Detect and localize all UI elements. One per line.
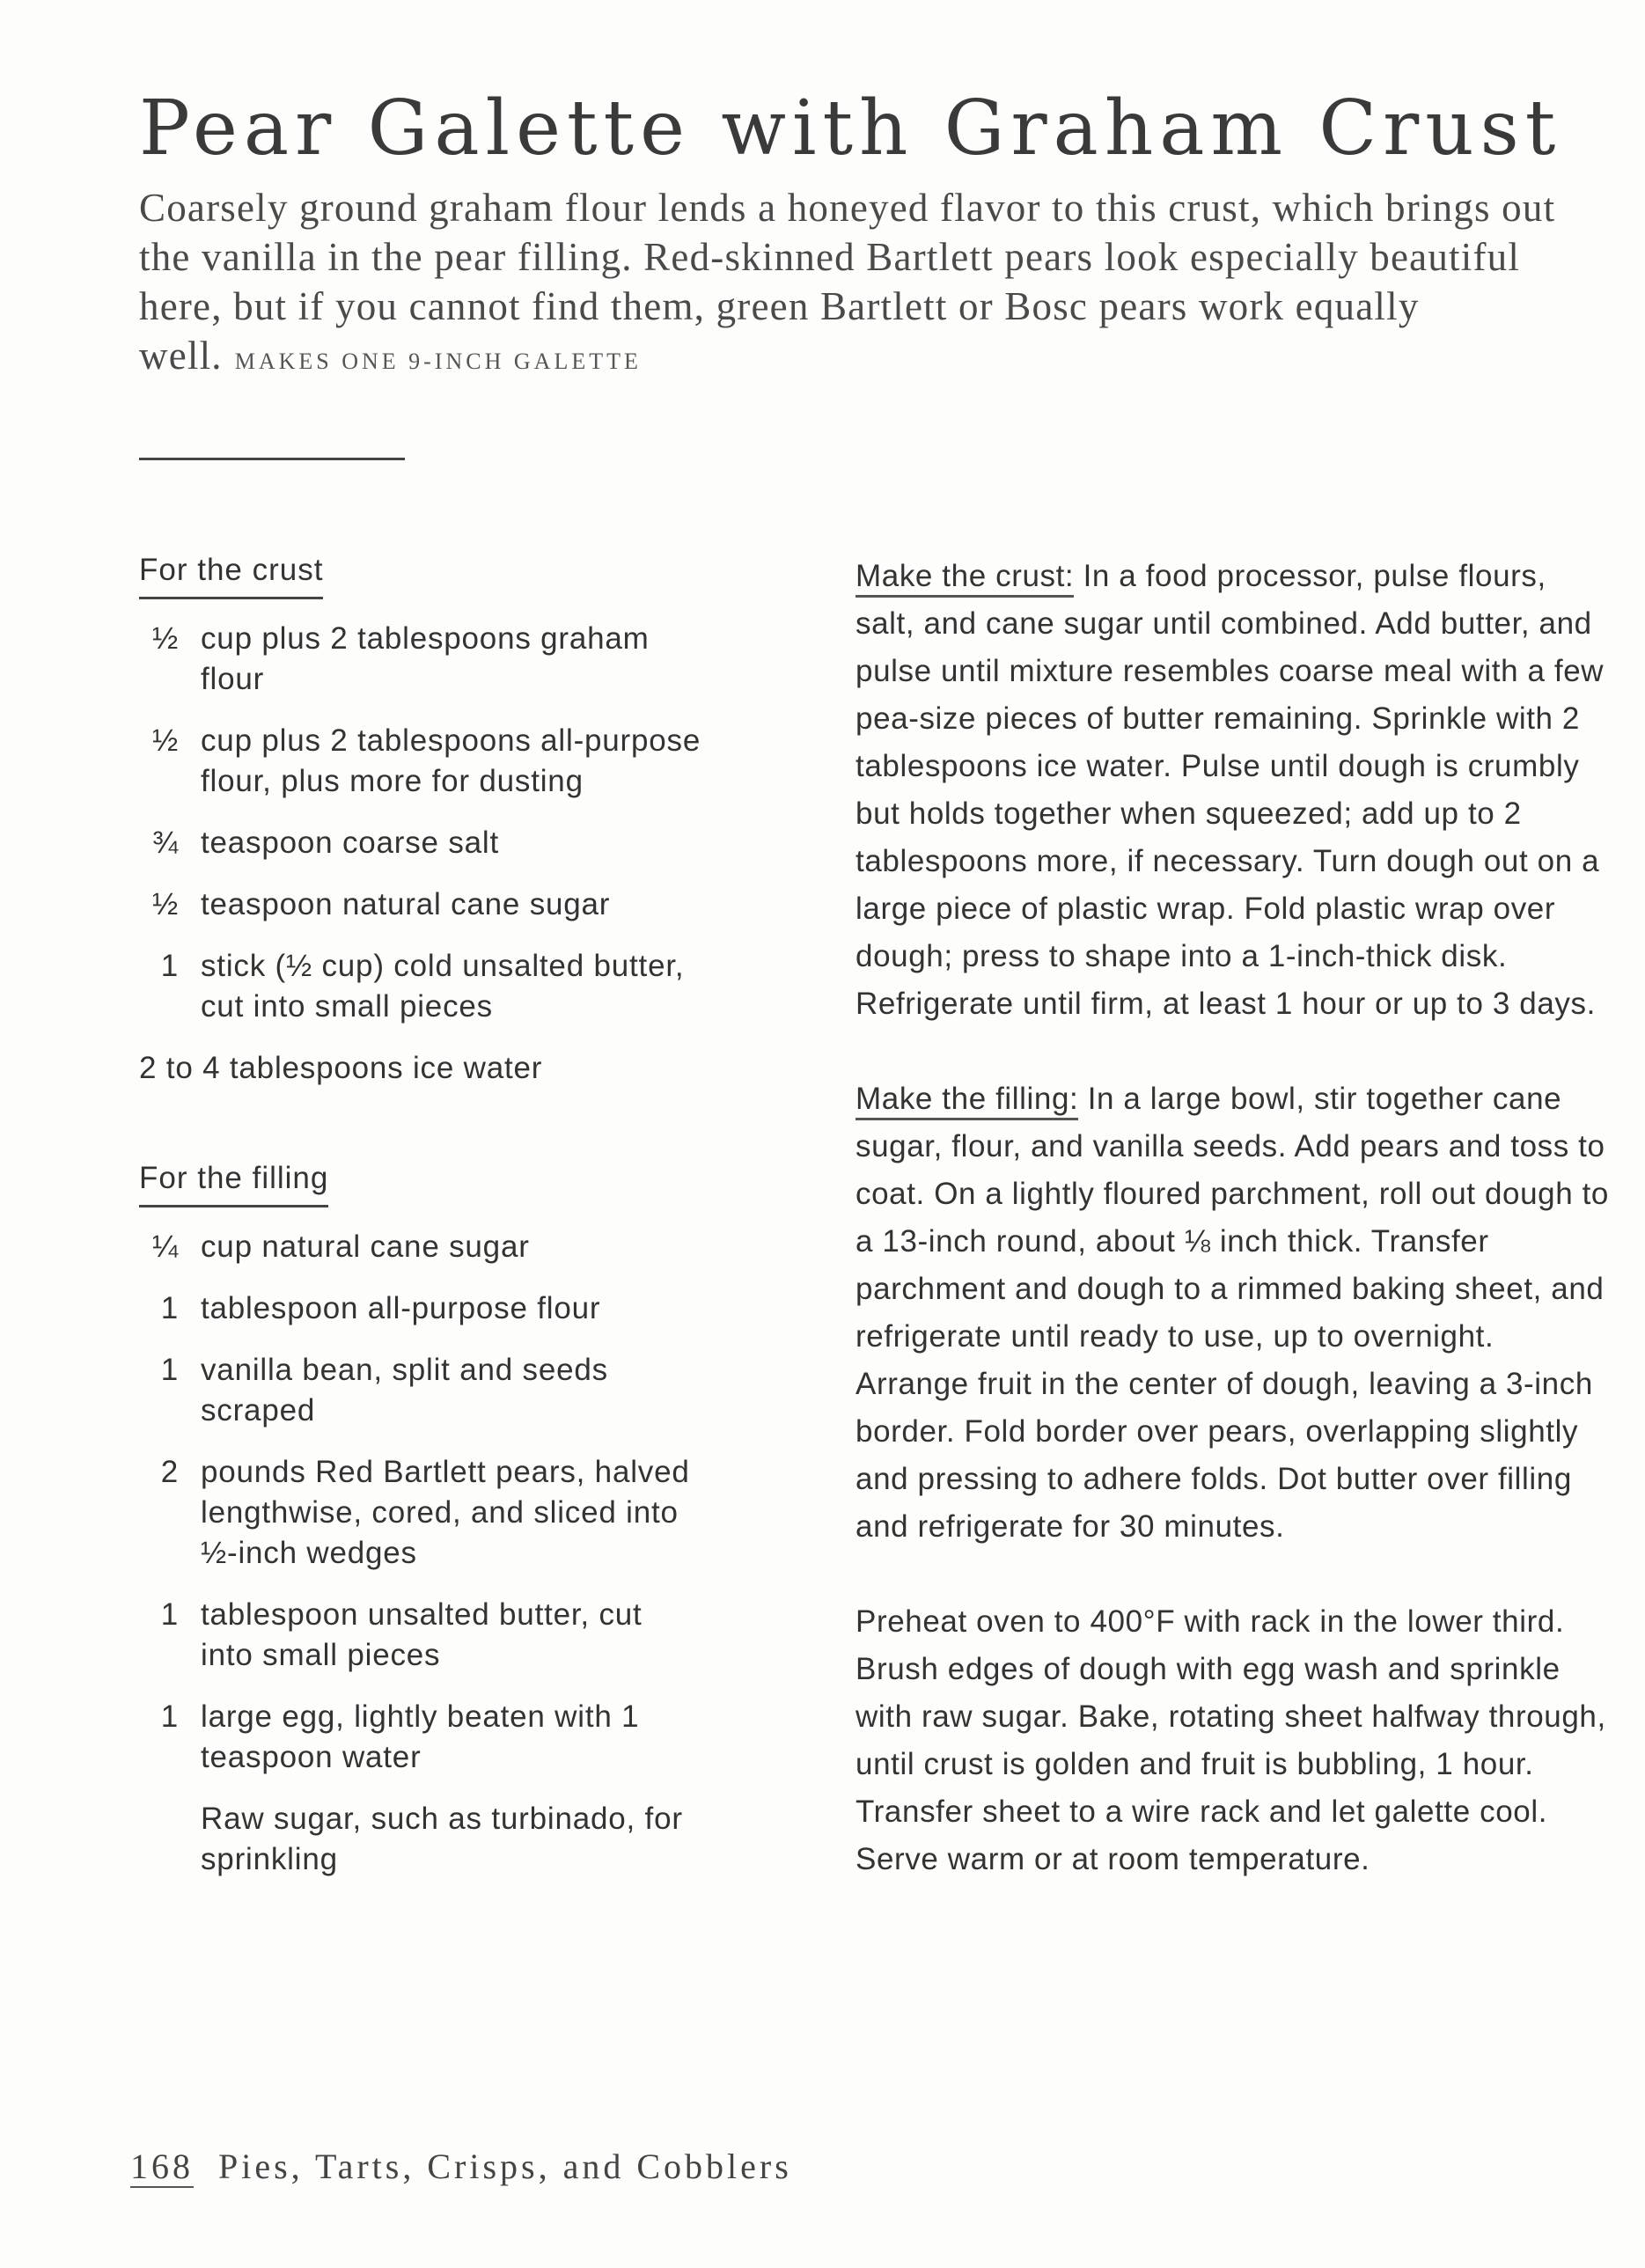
ingredient-item <box>139 1595 702 1676</box>
method-column <box>856 553 1612 1931</box>
ingredients-column <box>139 553 702 1901</box>
ingredient-text: cup natural cane sugar <box>201 1229 530 1264</box>
ingredient-qty: ½ <box>152 887 179 921</box>
method-step <box>856 553 1612 1028</box>
intro-text: Coarsely ground graham flour lends a honeyed flavor to this crust, which brings out the vanilla in the pear filling. Red-skinned Bartlett pears look especially beautiful here, but if you cannot find them, green Bartlett or Bosc pears work equally well. <box>139 186 1556 378</box>
ingredient-item <box>139 721 702 802</box>
ingredient-text: 2 to 4 tablespoons ice water <box>139 1051 543 1085</box>
ingredient-item <box>139 619 702 700</box>
ingredient-qty: 1 <box>160 1699 179 1734</box>
ingredient-item <box>139 1048 702 1089</box>
page-number: 168 <box>130 2147 194 2186</box>
ingredient-item <box>139 1227 702 1267</box>
step-text: In a food processor, pulse flours, salt, and cane sugar until combined. Add butter, and pulse until mixture resembles coarse meal with a few pea-size pieces of butter remaining. Sprinkle with 2 tablespoons ice water. Pulse until dough is crumbly but holds together when squeezed; add up to 2 tablespoons more, if necessary. Turn dough out on a large piece of plastic wrap. Fold plastic wrap over dough; press to shape into a 1-inch-thick disk. Refrigerate until firm, at least 1 hour or up to 3 days. <box>856 559 1605 1021</box>
ingredient-qty: 1 <box>160 949 179 983</box>
ingredient-item <box>139 884 702 925</box>
ingredient-qty: ½ <box>152 621 179 656</box>
ingredient-item <box>139 1799 702 1880</box>
recipe-yield: MAKES ONE 9-INCH GALETTE <box>234 349 642 374</box>
ingredient-text: teaspoon coarse salt <box>201 826 499 860</box>
ingredient-qty: 1 <box>160 1291 179 1325</box>
ingredient-text: tablespoon all-purpose flour <box>201 1291 601 1325</box>
ingredient-item <box>139 946 702 1027</box>
step-label: Make the filling: <box>856 1082 1078 1120</box>
ingredient-item <box>139 1288 702 1329</box>
filling-heading: For the filling <box>139 1161 328 1207</box>
step-label: Make the crust: <box>856 559 1074 598</box>
ingredient-text: cup plus 2 tablespoons all-purpose flour, plus more for dusting <box>201 723 701 798</box>
page-footer <box>130 2146 792 2187</box>
ingredient-item <box>139 1697 702 1778</box>
ingredient-text: stick (½ cup) cold unsalted butter, cut into small pieces <box>201 949 685 1024</box>
step-text: In a large bowl, stir together cane sugar, flour, and vanilla seeds. Add pears and toss to coat. On a lightly floured parchment, roll out dough to a 13-inch round, about ⅛ inch thick. Transfer parchment and dough to a rimmed baking sheet, and refrigerate until ready to use, up to overnight. Arrange fruit in the center of dough, leaving a 3-inch border. Fold border over pears, overlapping slightly and pressing to adhere folds. Dot butter over filling and refrigerate for 30 minutes. <box>856 1082 1609 1544</box>
ingredient-qty: 2 <box>160 1455 179 1489</box>
ingredient-text: Raw sugar, such as turbinado, for sprinkling <box>201 1802 683 1876</box>
step-text: Preheat oven to 400°F with rack in the lower third. Brush edges of dough with egg wash and sprinkle with raw sugar. Bake, rotating sheet halfway through, until crust is golden and fruit is bubbling, 1 hour. Transfer sheet to a wire rack and let galette cool. Serve warm or at room temperature. <box>856 1604 1606 1876</box>
ingredient-item <box>139 823 702 863</box>
ingredient-item <box>139 1452 702 1574</box>
ingredient-item <box>139 1350 702 1431</box>
recipe-intro <box>139 183 1583 386</box>
ingredient-text: cup plus 2 tablespoons graham flour <box>201 621 650 696</box>
method-step <box>856 1598 1612 1883</box>
ingredient-qty: ¾ <box>152 826 179 860</box>
ingredient-text: tablespoon unsalted butter, cut into small pieces <box>201 1597 643 1672</box>
method-step <box>856 1075 1612 1551</box>
crust-heading: For the crust <box>139 553 323 599</box>
ingredient-qty: 1 <box>160 1597 179 1632</box>
ingredient-text: large egg, lightly beaten with 1 teaspoon water <box>201 1699 640 1774</box>
ingredient-qty: ¼ <box>152 1229 179 1264</box>
ingredient-text: pounds Red Bartlett pears, halved lengthwise, cored, and sliced into ½-inch wedges <box>201 1455 690 1570</box>
ingredient-qty: ½ <box>152 723 179 758</box>
ingredient-text: teaspoon natural cane sugar <box>201 887 611 921</box>
chapter-title: Pies, Tarts, Crisps, and Cobblers <box>218 2147 792 2186</box>
ingredient-qty: 1 <box>160 1353 179 1387</box>
ingredient-text: vanilla bean, split and seeds scraped <box>201 1353 608 1428</box>
recipe-title: Pear Galette with Graham Crust <box>139 84 1562 172</box>
section-divider <box>139 458 405 460</box>
